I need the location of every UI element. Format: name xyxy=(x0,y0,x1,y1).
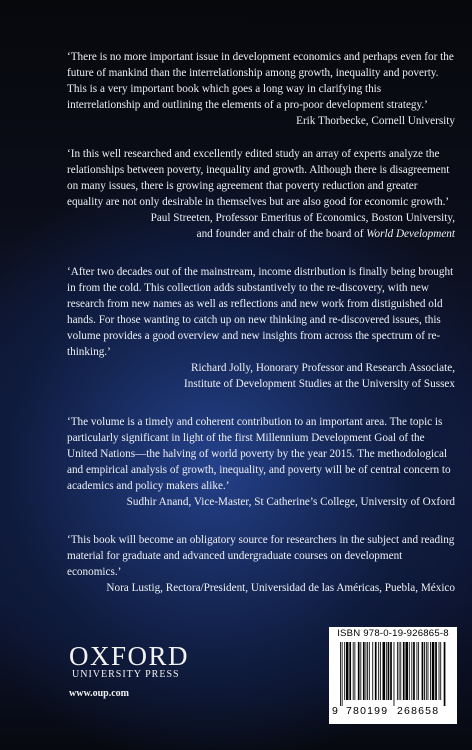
blurb-attribution: Paul Streeten, Professor Emeritus of Economics, Boston University, xyxy=(150,212,455,224)
blurb-text: ‘The volume is a timely and coherent contribution to an important area. The topic is particularly significant in light of the first Millennium Development Goal of the United Nations—the halving of world poverty by the year 2015. The methodological and empirical analysis of growth, inequality, and poverty will be of central concern to academics and policy makers alike.’ xyxy=(67,416,451,492)
barcode-bar xyxy=(440,642,441,700)
blurb-text: ‘This book will become an obligatory source for researchers in the subject and reading material for graduate and advanced undergraduate courses on development economics.’ xyxy=(67,534,455,578)
blurb-streeten xyxy=(67,146,455,242)
barcode-bar xyxy=(432,642,435,700)
attribution-text: and founder and chair of the board of xyxy=(196,228,364,240)
oxford-university-press-logo xyxy=(69,643,189,681)
blurb-anand xyxy=(67,414,455,510)
barcode-bar xyxy=(409,642,410,700)
blurb-thorbecke xyxy=(67,49,455,129)
publisher-url: www.oup.com xyxy=(69,688,130,699)
blurb-lustig xyxy=(67,532,455,596)
barcode-bar xyxy=(380,642,381,700)
blurb-attribution-line2: Institute of Development Studies at the University of Sussex xyxy=(184,378,455,390)
blurb-attribution: Sudhir Anand, Vice-Master, St Catherine’s College, University of Oxford xyxy=(126,496,455,508)
blurb-attribution: Nora Lustig, Rectora/President, Universidad de las Américas, Puebla, México xyxy=(106,582,455,594)
barcode-bar xyxy=(354,642,355,700)
blurb-text: ‘After two decades out of the mainstream, income distribution is finally being brought in from the cold. This collection adds substantively to the re-discovery, with new research from new names as well as reflections and new work from distiguished old hands. For those wanting to catch up on new thinking and re-discovered issues, this volume provides a good overview and new insights from across the spectrum of re-thinking.’ xyxy=(67,266,454,358)
barcode-bar xyxy=(367,642,368,700)
blurb-jolly xyxy=(67,264,455,392)
blurb-text: ‘In this well researched and excellently edited study an array of experts analyze the relationships between poverty, inequality and growth. Although there is disagreement on many issues, there is growing agreement that poverty reduction and greater equality are not only desirable in themselves but are also good for economic growth.’ xyxy=(67,148,450,208)
blurb-text: ‘There is no more important issue in development economics and perhaps even for the future of mankind than the interrelationship among growth, inequality and poverty. This is a very important book which goes a long way in clarifying this interrelationship and outlining the elements of a pro-poor development strategy.’ xyxy=(67,51,454,111)
barcode-bar xyxy=(435,642,437,700)
barcode-bar xyxy=(399,642,400,700)
barcode-bar xyxy=(422,642,424,700)
barcode-bar xyxy=(413,642,415,700)
barcode-digits-left: 780199 xyxy=(346,705,389,717)
barcode-bar xyxy=(349,642,351,700)
barcode-bar xyxy=(353,642,354,700)
barcode-bar xyxy=(428,642,429,700)
barcode-bar xyxy=(394,642,395,706)
journal-title: World Development xyxy=(366,228,455,240)
barcode-bar xyxy=(378,642,379,700)
logo-subtitle: UNIVERSITY PRESS xyxy=(72,669,180,680)
isbn-barcode xyxy=(329,627,457,724)
blurb-attribution-line2 xyxy=(67,226,455,242)
barcode-bar xyxy=(344,642,345,700)
barcode-bar xyxy=(358,642,360,700)
barcode-bar xyxy=(403,642,405,700)
barcode-bar xyxy=(369,642,370,700)
barcode-bar xyxy=(417,642,418,700)
barcode-bar xyxy=(360,642,361,700)
barcode-bar xyxy=(418,642,419,700)
blurb-attribution: Richard Jolly, Honorary Professor and Research Associate, xyxy=(191,362,455,374)
barcode-bar xyxy=(444,642,446,706)
barcode-bar xyxy=(430,642,431,700)
barcode-bar xyxy=(411,642,412,700)
barcode-digit-first: 9 xyxy=(332,705,338,717)
barcode-bar xyxy=(397,642,398,700)
isbn-label: ISBN 978-0-19-926865-8 xyxy=(337,628,449,639)
barcode-bar xyxy=(439,642,440,700)
barcode-bar xyxy=(386,642,387,700)
blurb-attribution: Erik Thorbecke, Cornell University xyxy=(296,115,455,127)
barcode-bar xyxy=(342,642,343,706)
logo-wordmark: OXFORD xyxy=(69,641,190,671)
barcode-bar xyxy=(372,642,373,700)
barcode-bar xyxy=(426,642,427,700)
barcode-bar xyxy=(400,642,401,700)
barcode-bars xyxy=(340,642,448,706)
blurbs xyxy=(67,49,455,613)
barcode-bar xyxy=(383,642,386,700)
barcode-bar xyxy=(346,642,349,700)
barcode-digits-right: 268658 xyxy=(397,705,440,717)
barcode-bar xyxy=(405,642,408,700)
barcode-bar xyxy=(375,642,377,700)
barcode-bar xyxy=(390,642,392,700)
barcode-bar xyxy=(388,642,390,700)
barcode-bar xyxy=(363,642,365,700)
barcode-bar xyxy=(424,642,425,700)
barcode-bar xyxy=(366,642,367,700)
barcode-bar xyxy=(340,642,341,706)
